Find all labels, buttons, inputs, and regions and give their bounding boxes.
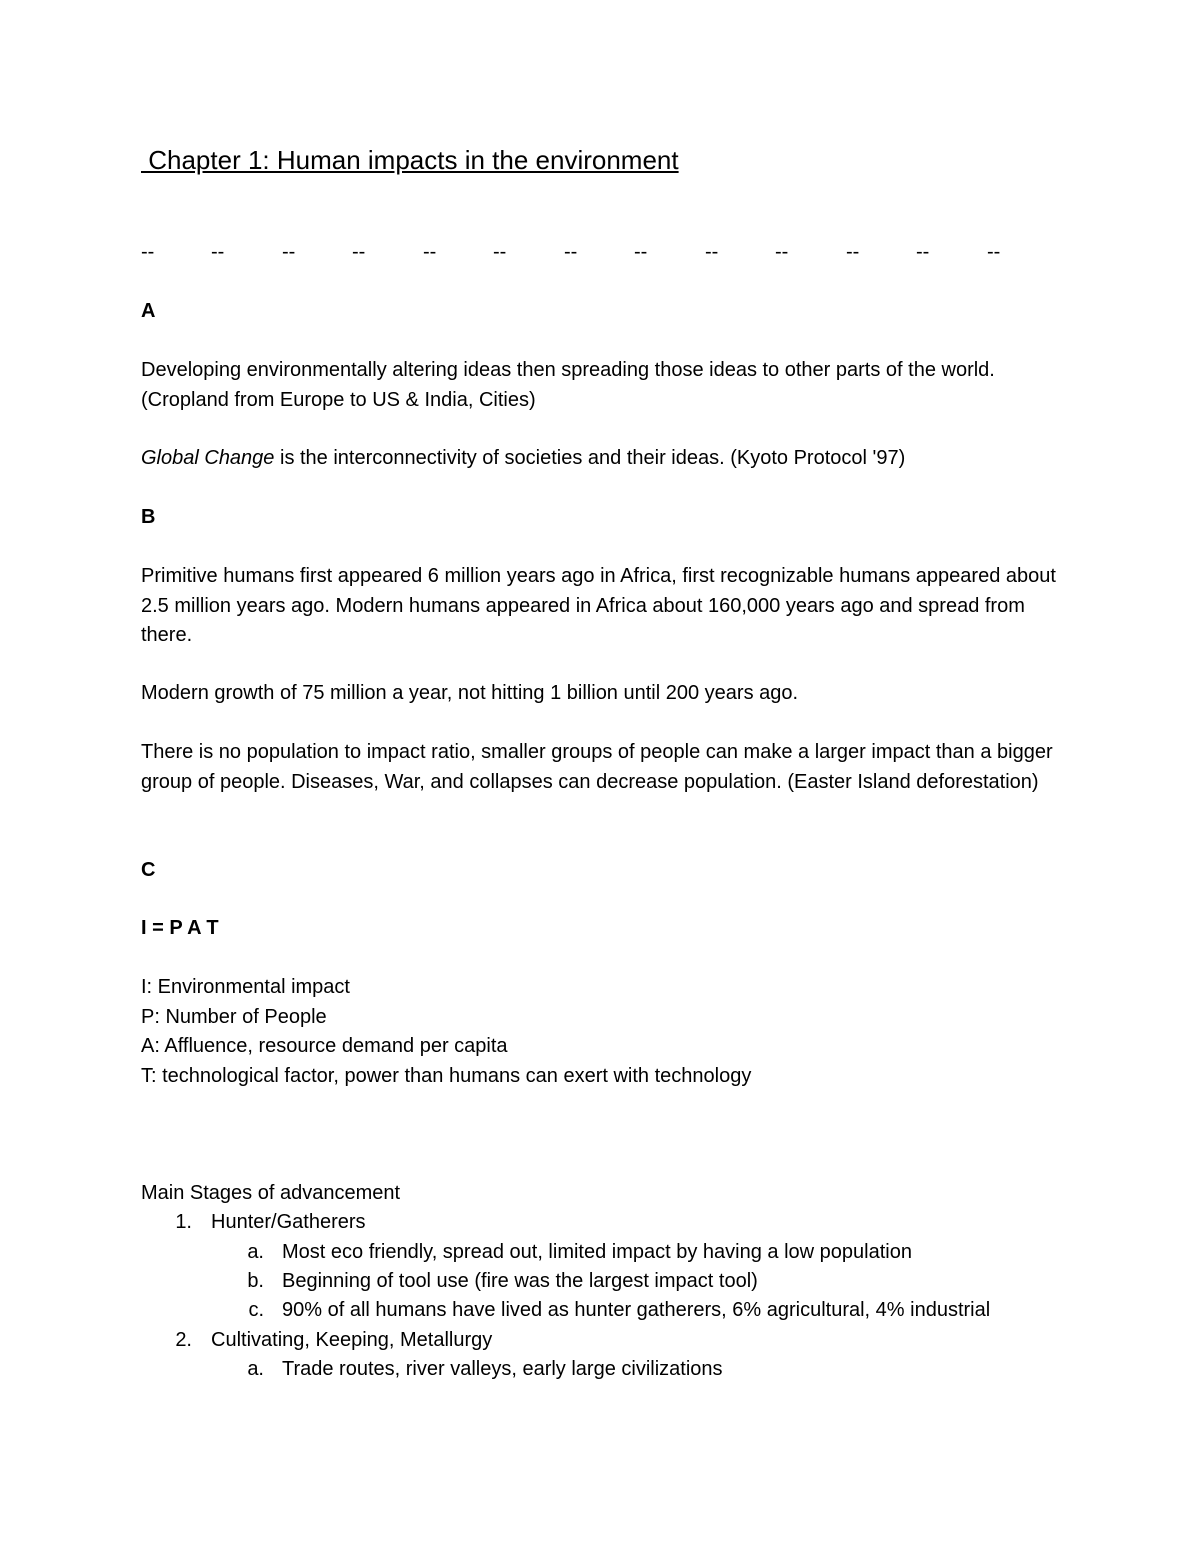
section-b-heading: B — [141, 506, 156, 528]
global-change-definition: is the interconnectivity of societies and their ideas. (Kyoto Protocol '97) — [274, 447, 906, 469]
list-subitem-text: 90% of all humans have lived as hunter gatherers, 6% agricultural, 4% industrial — [282, 1299, 991, 1321]
dash-separator — [141, 240, 1041, 264]
ipat-formula: I = P A T — [141, 917, 219, 939]
list-marker: 2. — [175, 1329, 192, 1351]
definition-p: P: Number of People — [141, 1005, 327, 1028]
paragraph-text: Primitive humans first appeared 6 million years ago in Africa, first recognizable humans appeared about 2.5 million years ago. Modern humans appeared in Africa about 160,000 years ago and spread from there. — [141, 565, 1056, 646]
dash: -- — [775, 241, 789, 263]
dash: -- — [423, 241, 437, 263]
dash: -- — [141, 241, 155, 263]
dash: -- — [916, 241, 930, 263]
dash: -- — [705, 241, 719, 263]
section-c-heading: C — [141, 859, 156, 881]
definition-i: I: Environmental impact — [141, 976, 350, 998]
dash: -- — [211, 241, 225, 263]
global-change-paragraph — [141, 444, 1071, 474]
list-marker: 1. — [175, 1211, 192, 1233]
list-item-label: Hunter/Gatherers — [211, 1211, 366, 1233]
paragraph-text: There is no population to impact ratio, smaller groups of people can make a larger impact than a bigger group of people. Diseases, War, and collapses can decrease population. (Easter Island deforestation) — [141, 741, 1053, 793]
paragraph-text: Modern growth of 75 million a year, not hitting 1 billion until 200 years ago. — [141, 682, 799, 704]
section-a-paragraph — [141, 356, 1021, 415]
list-marker: a. — [247, 1358, 264, 1380]
list-marker: b. — [247, 1270, 264, 1292]
list-subitem-text: Beginning of tool use (fire was the largest impact tool) — [282, 1270, 758, 1292]
page-title: Chapter 1: Human impacts in the environment — [141, 145, 679, 175]
section-a-heading: A — [141, 300, 156, 322]
definition-a: A: Affluence, resource demand per capita — [141, 1035, 508, 1057]
ipat-definitions — [141, 973, 1071, 1091]
definition-t: T: technological factor, power than humans can exert with technology — [141, 1064, 752, 1087]
list-marker: a. — [247, 1241, 264, 1263]
list-subitem-text: Trade routes, river valleys, early large civilizations — [282, 1358, 723, 1380]
dash: -- — [564, 241, 578, 263]
dash: -- — [987, 241, 1001, 263]
section-b-paragraph-2 — [141, 679, 1071, 709]
section-b-paragraph-3 — [141, 738, 1066, 797]
stages-heading: Main Stages of advancement — [141, 1182, 401, 1204]
list-subitem-text: Most eco friendly, spread out, limited impact by having a low population — [282, 1241, 912, 1263]
global-change-term: Global Change — [141, 447, 275, 469]
dash: -- — [846, 241, 860, 263]
dash: -- — [493, 241, 507, 263]
list-item-label: Cultivating, Keeping, Metallurgy — [211, 1329, 493, 1351]
paragraph-text: Developing environmentally altering ideas then spreading those ideas to other parts of the world. (Cropland from Europe to US & India, Cities) — [141, 359, 995, 411]
list-marker: c. — [248, 1299, 264, 1321]
dash: -- — [352, 241, 366, 263]
section-b-paragraph-1 — [141, 562, 1056, 651]
dash: -- — [282, 241, 296, 263]
dash: -- — [634, 241, 648, 263]
